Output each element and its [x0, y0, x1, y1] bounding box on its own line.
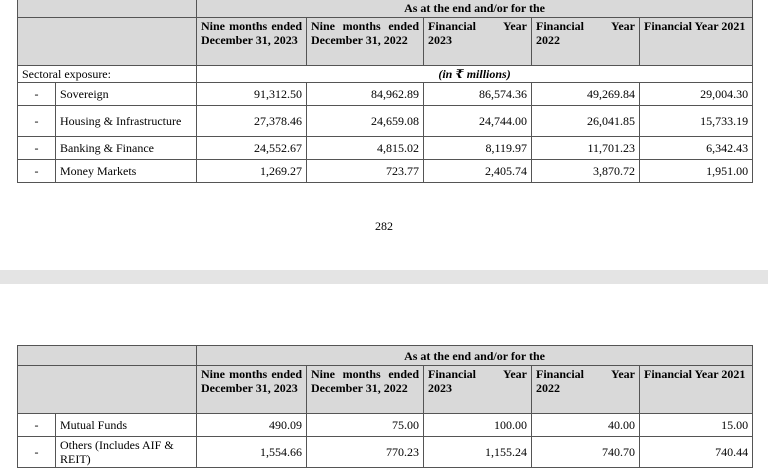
row-marker: -: [18, 106, 56, 137]
row-value: 15.00: [640, 414, 753, 437]
table-row: [18, 160, 753, 183]
row-value: 1,951.00: [640, 160, 753, 183]
row-value: 49,269.84: [532, 83, 640, 106]
row-label: Sovereign: [56, 83, 197, 106]
row-value: 15,733.19: [640, 106, 753, 137]
header-blank-cell: [18, 0, 197, 18]
sectoral-exposure-table: [17, 0, 753, 183]
row-value: 11,701.23: [532, 137, 640, 160]
row-value: 29,004.30: [640, 83, 753, 106]
row-value: 1,155.24: [424, 437, 532, 468]
column-header-row: [18, 18, 753, 66]
column-header: Nine months ended December 31, 2022: [307, 18, 424, 66]
units-label: (in ₹ millions): [197, 66, 753, 83]
span-header-row: [18, 0, 753, 18]
row-value: 490.09: [197, 414, 307, 437]
row-value: 740.44: [640, 437, 753, 468]
span-header-row: [18, 346, 753, 366]
section-label: Sectoral exposure:: [18, 66, 197, 83]
section-row: [18, 66, 753, 83]
row-value: 770.23: [307, 437, 424, 468]
row-value: 27,378.46: [197, 106, 307, 137]
row-value: 26,041.85: [532, 106, 640, 137]
column-header: Financial Year 2022: [532, 18, 640, 66]
span-header: As at the end and/or for the: [197, 0, 753, 18]
row-value: 2,405.74: [424, 160, 532, 183]
row-value: 1,554.66: [197, 437, 307, 468]
row-value: 91,312.50: [197, 83, 307, 106]
row-value: 84,962.89: [307, 83, 424, 106]
span-header: As at the end and/or for the: [197, 346, 753, 366]
column-header: Nine months ended December 31, 2022: [307, 366, 424, 414]
table-row: [18, 437, 753, 468]
row-marker: -: [18, 414, 56, 437]
column-header: Nine months ended December 31, 2023: [197, 18, 307, 66]
row-value: 723.77: [307, 160, 424, 183]
column-header: Financial Year 2023: [424, 366, 532, 414]
column-header: Financial Year 2021: [640, 18, 753, 66]
row-value: 24,659.08: [307, 106, 424, 137]
other-exposure-table: [17, 345, 753, 468]
header-blank-cell: [18, 18, 197, 66]
column-header-row: [18, 366, 753, 414]
row-label: Banking & Finance: [56, 137, 197, 160]
row-label: Money Markets: [56, 160, 197, 183]
row-label: Housing & Infrastructure: [56, 106, 197, 137]
row-value: 100.00: [424, 414, 532, 437]
row-value: 24,744.00: [424, 106, 532, 137]
row-marker: -: [18, 437, 56, 468]
column-header: Financial Year 2022: [532, 366, 640, 414]
row-value: 3,870.72: [532, 160, 640, 183]
table-row: [18, 83, 753, 106]
row-label: Mutual Funds: [56, 414, 197, 437]
row-value: 740.70: [532, 437, 640, 468]
row-value: 75.00: [307, 414, 424, 437]
row-value: 6,342.43: [640, 137, 753, 160]
table-row: [18, 137, 753, 160]
column-header: Nine months ended December 31, 2023: [197, 366, 307, 414]
row-value: 86,574.36: [424, 83, 532, 106]
row-value: 4,815.02: [307, 137, 424, 160]
table-row: [18, 106, 753, 137]
row-value: 24,552.67: [197, 137, 307, 160]
document-page-lower: [0, 284, 768, 471]
row-marker: -: [18, 83, 56, 106]
row-marker: -: [18, 137, 56, 160]
page-number: 282: [375, 219, 393, 233]
page-separator: [0, 270, 768, 284]
row-value: 1,269.27: [197, 160, 307, 183]
row-value: 40.00: [532, 414, 640, 437]
row-label: Others (Includes AIF & REIT): [56, 437, 197, 468]
table-row: [18, 414, 753, 437]
column-header: Financial Year 2021: [640, 366, 753, 414]
row-marker: -: [18, 160, 56, 183]
row-value: 8,119.97: [424, 137, 532, 160]
header-blank-cell: [18, 346, 197, 366]
column-header: Financial Year 2023: [424, 18, 532, 66]
header-blank-cell: [18, 366, 197, 414]
